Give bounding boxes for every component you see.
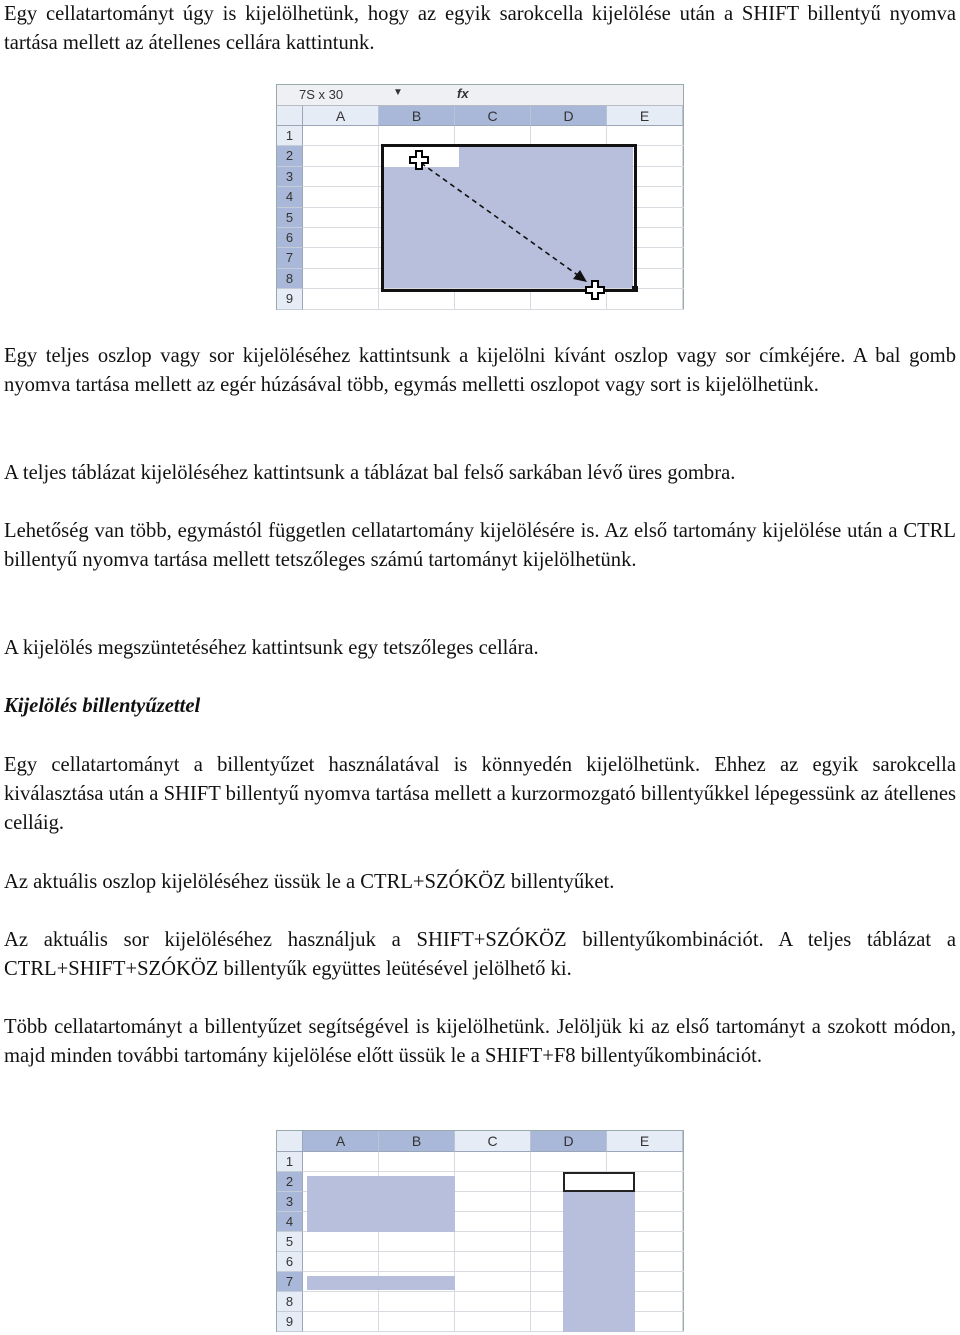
row-header-6[interactable]: 6 xyxy=(277,228,303,248)
cell-grid[interactable] xyxy=(303,1152,684,1332)
row-header-5[interactable]: 5 xyxy=(277,1232,303,1252)
select-all-button[interactable] xyxy=(277,106,303,126)
paragraph-select-all: A teljes táblázat kijelöléséhez kattintsunk a táblázat bal felső sarkában lévő üres gombra. xyxy=(4,462,736,484)
column-header-b[interactable]: B xyxy=(379,1131,455,1152)
paragraph-keyboard-select: Egy cellatartományt a billentyűzet használatával is könnyedén kijelölhetünk. Ehhez az egyik sarokcella kiválasztása után a SHIFT billentyű nyomva tartása mellett a kurzormozgató billentyűkkel lépegessünk az átellenes celláig. xyxy=(4,754,956,834)
paragraph-ctrl-space: Az aktuális oszlop kijelöléséhez üssük le a CTRL+SZÓKÖZ billentyűket. xyxy=(4,871,615,893)
row-header-7[interactable]: 7 xyxy=(277,1272,303,1292)
row-header-8[interactable]: 8 xyxy=(277,1292,303,1312)
column-header-e[interactable]: E xyxy=(607,106,683,126)
paragraph-shift-f8: Több cellatartományt a billentyűzet segítségével is kijelölhetünk. Jelöljük ki az első tartományt a szokott módon, majd minden további tartomány kijelölése előtt üssük le a SHIFT+F8 billentyűkombinációt. xyxy=(4,1016,956,1067)
row-header-8[interactable]: 8 xyxy=(277,269,303,289)
formula-bar xyxy=(277,85,683,106)
drag-arrow-icon xyxy=(303,126,684,310)
row-header-1[interactable]: 1 xyxy=(277,126,303,146)
select-all-button[interactable] xyxy=(277,1131,303,1152)
cell-grid[interactable] xyxy=(303,126,684,310)
cross-cursor-icon xyxy=(585,280,605,300)
column-header-e[interactable]: E xyxy=(607,1131,683,1152)
paragraph-column-row-select: Egy teljes oszlop vagy sor kijelöléséhez kattintsunk a kijelölni kívánt oszlop vagy sor címkéjére. A bal gomb nyomva tartása mellett az egér húzásával több, egymás melletti oszlopot vagy sort is kijelölhetünk. xyxy=(4,345,956,396)
selected-range-d2-d9 xyxy=(563,1176,635,1332)
row-header-3[interactable]: 3 xyxy=(277,1192,303,1212)
column-header-d[interactable]: D xyxy=(531,106,607,126)
paragraph-shift-click: Egy cellatartományt úgy is kijelölhetünk, hogy az egyik sarokcella kijelölése után a SHIFT billentyű nyomva tartása mellett az átellenes cellára kattintunk. xyxy=(4,3,956,54)
paragraph-shift-space: Az aktuális sor kijelöléséhez használjuk a SHIFT+SZÓKÖZ billentyűkombinációt. A teljes táblázat a CTRL+SHIFT+SZÓKÖZ billentyűk együttes leütésével jelölhető ki. xyxy=(4,929,956,980)
active-cell xyxy=(563,1172,635,1192)
gridline xyxy=(682,1152,683,1332)
row-header-1[interactable]: 1 xyxy=(277,1152,303,1172)
spreadsheet-figure-multi-selection xyxy=(276,1130,684,1332)
section-heading: Kijelölés billentyűzettel xyxy=(4,695,201,717)
row-header-9[interactable]: 9 xyxy=(277,1312,303,1332)
row-header-4[interactable]: 4 xyxy=(277,187,303,207)
column-header-a[interactable]: A xyxy=(303,1131,379,1152)
column-header-b[interactable]: B xyxy=(379,106,455,126)
column-header-c[interactable]: C xyxy=(455,106,531,126)
paragraph-deselect: A kijelölés megszüntetéséhez kattintsunk egy tetszőleges cellára. xyxy=(4,637,539,659)
row-header-2[interactable]: 2 xyxy=(277,1172,303,1192)
column-header-c[interactable]: C xyxy=(455,1131,531,1152)
row-header-3[interactable]: 3 xyxy=(277,167,303,187)
row-header-9[interactable]: 9 xyxy=(277,289,303,309)
gridline xyxy=(530,1152,531,1332)
row-header-5[interactable]: 5 xyxy=(277,208,303,228)
row-header-2[interactable]: 2 xyxy=(277,146,303,166)
column-header-a[interactable]: A xyxy=(303,106,379,126)
dropdown-icon[interactable]: ▼ xyxy=(393,87,403,98)
paragraph-ctrl-select: Lehetőség van több, egymástól független cellatartomány kijelölésére is. Az első tartomány kijelölése után a CTRL billentyű nyomva tartása mellett tetszőleges számú tartományt kijelölhetünk. xyxy=(4,520,956,571)
name-box[interactable]: 7S x 30 xyxy=(299,87,344,102)
fx-icon: fx xyxy=(457,86,469,101)
cross-cursor-icon xyxy=(409,150,429,170)
column-header-d[interactable]: D xyxy=(531,1131,607,1152)
selected-range-a7-b7 xyxy=(307,1276,455,1290)
spreadsheet-figure-drag-selection xyxy=(276,84,684,310)
row-header-4[interactable]: 4 xyxy=(277,1212,303,1232)
row-header-6[interactable]: 6 xyxy=(277,1252,303,1272)
row-header-7[interactable]: 7 xyxy=(277,248,303,268)
selected-range-a2-b4 xyxy=(307,1176,455,1232)
